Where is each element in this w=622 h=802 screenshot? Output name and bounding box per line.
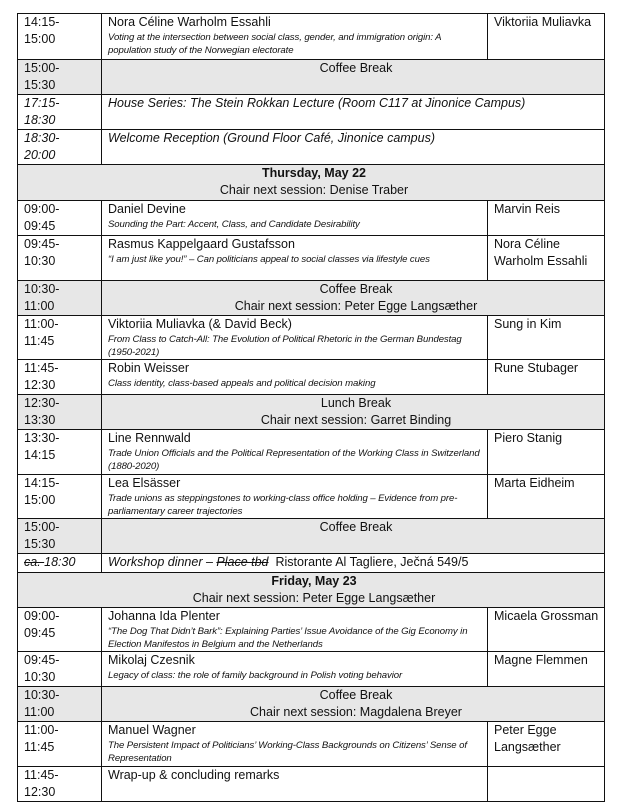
talk-title: From Class to Catch-All: The Evolution of Political Rhetoric in the German Bundestag (1950-2021) (108, 334, 462, 358)
time-cell: 10:30- 11:00 (18, 687, 102, 722)
schedule-table (17, 13, 605, 802)
day-header (18, 573, 605, 608)
time-cell: 11:00- 11:45 (18, 316, 102, 360)
session-row (18, 722, 605, 767)
chair-label: Chair next session: Garret Binding (260, 413, 452, 427)
time-cell: 17:15- 18:30 (18, 95, 102, 130)
talk-cell (102, 608, 488, 652)
event-cell (102, 554, 605, 573)
time-cell: 09:45- 10:30 (18, 652, 102, 687)
event-row (18, 95, 605, 130)
break-label: Coffee Break (102, 519, 605, 554)
speaker-name: Mikolaj Czesnik (108, 653, 195, 667)
talk-cell (102, 316, 488, 360)
discussant-cell: Piero Stanig (488, 430, 605, 475)
chair-label: Chair next session: Magdalena Breyer (250, 705, 462, 719)
session-row (18, 236, 605, 281)
time-cell: 15:00- 15:30 (18, 519, 102, 554)
chair-label: Chair next session: Peter Egge Langsæther (234, 299, 478, 313)
talk-title: “I am just like you!” – Can politicians appeal to social classes via lifestyle cues (108, 254, 430, 265)
break-cell (102, 395, 605, 430)
chair-label: Chair next session: Peter Egge Langsæther (192, 591, 436, 605)
speaker-name: Lea Elsässer (108, 476, 181, 490)
talk-title: Class identity, class-based appeals and political decision making (108, 378, 376, 389)
discussant-cell: Peter Egge Langsæther (488, 722, 605, 767)
time-cell: 14:15- 15:00 (18, 475, 102, 519)
discussant-cell: Marta Eidheim (488, 475, 605, 519)
speaker-name: Line Rennwald (108, 431, 191, 445)
session-row (18, 316, 605, 360)
chair-label: Chair next session: Denise Traber (219, 183, 409, 197)
speaker-name: Johanna Ida Plenter (108, 609, 220, 623)
dinner-row (18, 554, 605, 573)
event-label: Wrap-up & concluding remarks (102, 767, 488, 802)
time-cell: 09:00- 09:45 (18, 201, 102, 236)
break-row (18, 395, 605, 430)
day-header-row (18, 573, 605, 608)
break-label: Coffee Break (319, 688, 393, 702)
day-header-row (18, 165, 605, 201)
discussant-cell: Nora Céline Warholm Essahli (488, 236, 605, 281)
time-cell: 13:30- 14:15 (18, 430, 102, 475)
session-row (18, 430, 605, 475)
break-row (18, 519, 605, 554)
struck-place: Place tbd (216, 555, 269, 569)
speaker-name: Nora Céline Warholm Essahli (108, 15, 271, 29)
time-cell: 18:30- 20:00 (18, 130, 102, 165)
time-cell: 09:45- 10:30 (18, 236, 102, 281)
event-row (18, 130, 605, 165)
discussant-cell: Rune Stubager (488, 360, 605, 395)
talk-title: The Persistent Impact of Politicians’ Working-Class Backgrounds on Citizens’ Sense of Representation (108, 740, 467, 764)
break-row (18, 281, 605, 316)
break-label: Lunch Break (320, 396, 392, 410)
break-row (18, 60, 605, 95)
time-cell: ca. 18:30 (18, 554, 102, 573)
talk-cell (102, 652, 488, 687)
session-row (18, 360, 605, 395)
discussant-cell (488, 767, 605, 802)
talk-cell (102, 430, 488, 475)
discussant-cell: Micaela Grossman (488, 608, 605, 652)
day-title: Friday, May 23 (271, 574, 357, 588)
time-cell: 10:30- 11:00 (18, 281, 102, 316)
time-cell: 11:45- 12:30 (18, 360, 102, 395)
struck-time-prefix: ca. (24, 555, 45, 569)
break-cell (102, 687, 605, 722)
discussant-cell: Magne Flemmen (488, 652, 605, 687)
discussant-cell: Sung in Kim (488, 316, 605, 360)
session-row (18, 608, 605, 652)
speaker-name: Viktoriia Muliavka (& David Beck) (108, 317, 292, 331)
talk-cell (102, 201, 488, 236)
time-cell: 12:30- 13:30 (18, 395, 102, 430)
session-row (18, 652, 605, 687)
talk-title: Trade Union Officials and the Political Representation of the Working Class in Switzerland (1880-2020) (108, 448, 480, 472)
talk-cell (102, 14, 488, 60)
talk-cell (102, 236, 488, 281)
talk-title: Voting at the intersection between social class, gender, and immigration origin: A population study of the Norwegian electorate (108, 32, 442, 56)
talk-title: “The Dog That Didn’t Bark”: Explaining Parties’ Issue Avoidance of the Gig Economy in Election Manifestos in Belgium and the Netherlands (108, 626, 468, 650)
discussant-cell: Marvin Reis (488, 201, 605, 236)
time-cell: 15:00- 15:30 (18, 60, 102, 95)
session-row (18, 14, 605, 60)
session-row (18, 767, 605, 802)
speaker-name: Daniel Devine (108, 202, 186, 216)
discussant-cell: Viktoriia Muliavka (488, 14, 605, 60)
break-row (18, 687, 605, 722)
day-header (18, 165, 605, 201)
time-cell: 11:00- 11:45 (18, 722, 102, 767)
event-label: Workshop dinner – (108, 555, 217, 569)
time-cell: 09:00- 09:45 (18, 608, 102, 652)
event-venue: Ristorante Al Tagliere, Ječná 549/5 (275, 555, 469, 569)
session-row (18, 201, 605, 236)
talk-cell (102, 475, 488, 519)
talk-title: Trade unions as steppingstones to working-class office holding – Evidence from pre-parliamentary career trajectories (108, 493, 458, 517)
session-row (18, 475, 605, 519)
break-label: Coffee Break (102, 60, 605, 95)
talk-title: Sounding the Part: Accent, Class, and Candidate Desirability (108, 219, 360, 230)
talk-cell (102, 722, 488, 767)
event-label: House Series: The Stein Rokkan Lecture (Room C117 at Jinonice Campus) (102, 95, 605, 130)
break-cell (102, 281, 605, 316)
time-cell: 14:15- 15:00 (18, 14, 102, 60)
event-label: Welcome Reception (Ground Floor Café, Jinonice campus) (102, 130, 605, 165)
talk-cell (102, 360, 488, 395)
speaker-name: Rasmus Kappelgaard Gustafsson (108, 237, 295, 251)
talk-title: Legacy of class: the role of family background in Polish voting behavior (108, 670, 403, 681)
break-label: Coffee Break (319, 282, 393, 296)
speaker-name: Manuel Wagner (108, 723, 196, 737)
day-title: Thursday, May 22 (262, 166, 366, 180)
speaker-name: Robin Weisser (108, 361, 190, 375)
time-cell: 11:45- 12:30 (18, 767, 102, 802)
